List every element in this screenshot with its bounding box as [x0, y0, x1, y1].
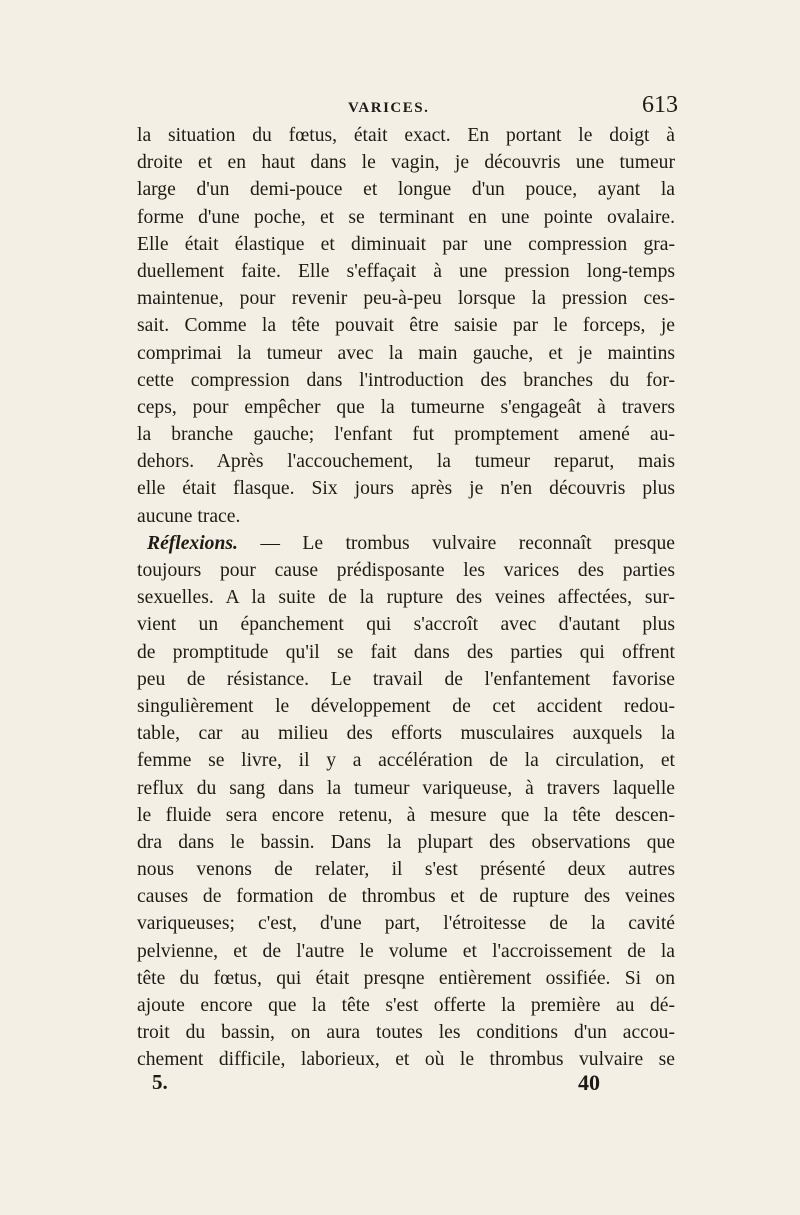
- text-line: dehors. Après l'accouchement, la tumeur reparut, mais: [137, 451, 675, 473]
- catchword: 40: [578, 1070, 600, 1095]
- reflexions-first-line: [137, 530, 675, 557]
- text-line: femme se livre, il y a accélération de la circulation, et: [137, 750, 675, 772]
- text-line: singulièrement le développement de cet accident redou-: [137, 695, 675, 717]
- text-line: variqueuses; c'est, d'une part, l'étroitesse de la cavité: [137, 913, 675, 935]
- paragraph-end-line: aucune trace.: [137, 505, 241, 527]
- text-line: dra dans le bassin. Dans la plupart des observations que: [137, 831, 675, 853]
- text-line: cette compression dans l'introduction des branches du for-: [137, 369, 675, 391]
- text-line: droite et en haut dans le vagin, je découvris une tumeur: [137, 152, 675, 174]
- text-line: nous venons de relater, il s'est présenté deux autres: [137, 859, 675, 881]
- reflexions-line-rest: — Le trombus vulvaire reconnaît presque: [260, 532, 675, 554]
- text-line: elle était flasque. Six jours après je n'en découvris plus: [137, 478, 675, 500]
- text-line: toujours pour cause prédisposante les varices des parties: [137, 560, 675, 581]
- text-line: large d'un demi-pouce et longue d'un pouce, ayant la: [137, 179, 675, 201]
- text-line: la situation du fœtus, était exact. En portant le doigt à: [137, 125, 675, 146]
- page-footer: [138, 1070, 678, 1100]
- text-line: peu de résistance. Le travail de l'enfantement favorise: [137, 668, 675, 690]
- signature-mark: 5.: [152, 1070, 168, 1094]
- text-line: table, car au milieu des efforts musculaires auxquels la: [137, 723, 675, 745]
- body-text: [137, 122, 675, 1074]
- text-line: la branche gauche; l'enfant fut promptement amené au-: [137, 424, 675, 446]
- text-line: pelvienne, et de l'autre le volume et l'accroissement de la: [137, 940, 675, 962]
- text-line: ajoute encore que la tête s'est offerte la première au dé-: [137, 995, 675, 1016]
- text-line: tête du fœtus, qui était presqne entièrement ossifiée. Si on: [137, 967, 675, 989]
- text-line: maintenue, pour revenir peu-à-peu lorsque la pression ces-: [137, 288, 675, 310]
- text-line: troit du bassin, on aura toutes les conditions d'un accou-: [137, 1022, 675, 1044]
- text-line: de promptitude qu'il se fait dans des parties qui offrent: [137, 641, 675, 663]
- text-line: duellement faite. Elle s'effaçait à une pression long-temps: [137, 260, 675, 282]
- page-number: 613: [642, 92, 678, 118]
- running-title: VARICES.: [348, 100, 430, 116]
- text-line: vient un épanchement qui s'accroît avec d'autant plus: [137, 614, 675, 636]
- text-line: Elle était élastique et diminuait par une compression gra-: [137, 233, 675, 255]
- text-line: ceps, pour empêcher que la tumeurne s'engageât à travers: [137, 396, 675, 418]
- text-line: causes de formation de thrombus et de rupture des veines: [137, 886, 675, 908]
- text-line: le fluide sera encore retenu, à mesure que la tête descen-: [137, 804, 675, 826]
- text-line: sexuelles. A la suite de la rupture des veines affectées, sur-: [137, 587, 675, 609]
- page-header: [138, 92, 678, 124]
- text-line: comprimai la tumeur avec la main gauche, et je maintins: [137, 342, 675, 364]
- text-line: chement difficile, laborieux, et où le thrombus vulvaire se: [137, 1049, 675, 1071]
- text-line: sait. Comme la tête pouvait être saisie par le forceps, je: [137, 315, 675, 337]
- text-line: forme d'une poche, et se terminant en une pointe ovalaire.: [137, 206, 675, 228]
- text-line: reflux du sang dans la tumeur variqueuse, à travers laquelle: [137, 777, 675, 799]
- reflexions-label: Réflexions.: [147, 532, 238, 554]
